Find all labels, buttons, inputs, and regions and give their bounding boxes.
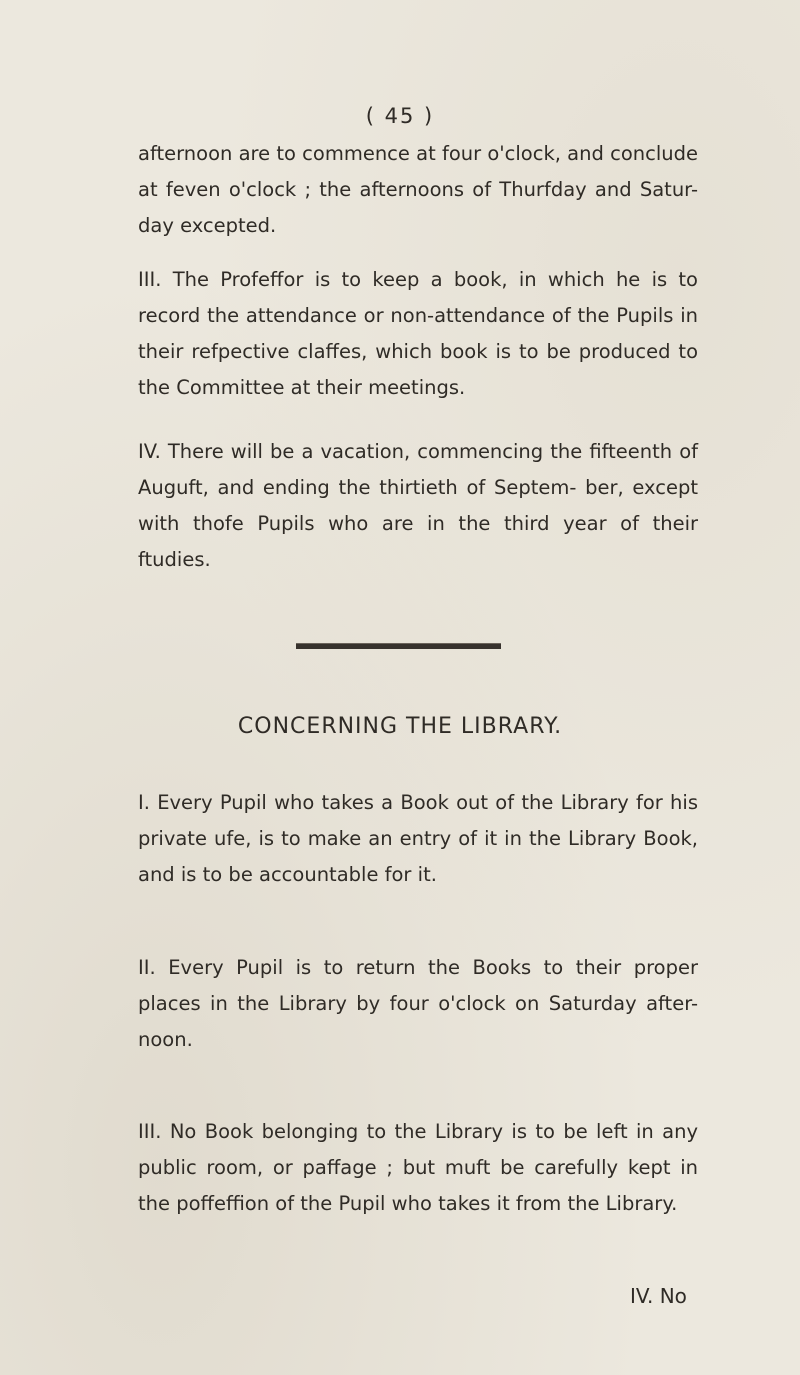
library-rule-ii <box>138 950 698 1058</box>
library-rule-i <box>138 785 698 893</box>
paragraph-text: III. No Book belonging to the Library is to be left in any public room, or paffage ; but muft be carefully kept in the poffeffion of the Pupil who takes it from the Library. <box>138 1120 698 1215</box>
paragraph-text: afternoon are to commence at four o'clock, and conclude at feven o'clock ; the afternoons of Thurfday and Satur- day excepted. <box>138 142 698 237</box>
catchword: IV. No <box>630 1284 687 1308</box>
paragraph-text: I. Every Pupil who takes a Book out of the Library for his private ufe, is to make an entry of it in the Library Book, and is to be accountable for it. <box>138 791 698 886</box>
section-title: CONCERNING THE LIBRARY. <box>237 714 563 739</box>
section-divider <box>296 643 501 649</box>
paragraph-text: II. Every Pupil is to return the Books to their proper places in the Library by four o'clock on Saturday after- noon. <box>138 956 698 1051</box>
rule-iv-vacation <box>138 434 698 578</box>
library-rule-iii <box>138 1114 698 1222</box>
paragraph-continuation <box>138 136 698 244</box>
page-number: ( 45 ) <box>365 104 435 128</box>
paragraph-text: III. The Profeffor is to keep a book, in which he is to record the attendance or non-attendance of the Pupils in their refpective claffes, which book is to be produced to the Committee at their meetings. <box>138 268 698 399</box>
rule-iii-professor <box>138 262 698 406</box>
paragraph-text: IV. There will be a vacation, commencing the fifteenth of Auguft, and ending the thirtieth of Septem- ber, except with thofe Pupils who are in the third year of their ftudies. <box>138 440 698 571</box>
